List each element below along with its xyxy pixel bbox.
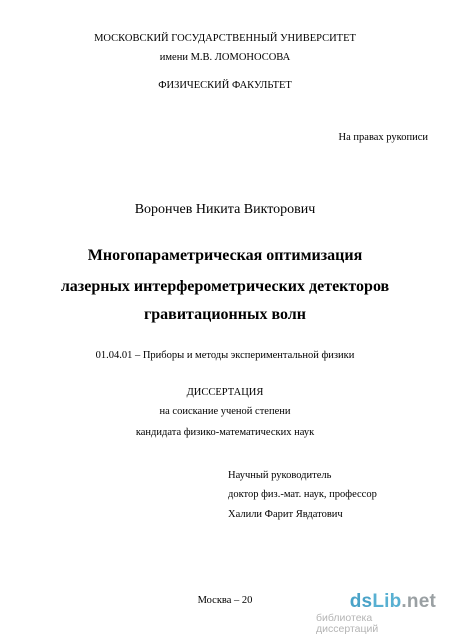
dslib-subtitle: библиотека диссертаций: [316, 612, 379, 635]
dslib-watermark: [316, 591, 436, 635]
title-line-1: Многопараметрическая оптимизация: [87, 247, 363, 264]
degree-name: кандидата физико-математических наук: [135, 427, 315, 438]
author-name: Ворончев Никита Викторович: [134, 202, 316, 217]
dslib-logo-net: .net: [401, 591, 436, 612]
university-named-after: имени М.В. ЛОМОНОСОВА: [159, 52, 291, 63]
faculty-name: ФИЗИЧЕСКИЙ ФАКУЛЬТЕТ: [158, 80, 292, 91]
rights-note: На правах рукописи: [338, 132, 428, 143]
specialty-code: 01.04.01 – Приборы и методы экспериментальной физики: [95, 350, 355, 361]
supervisor-role: Научный руководитель: [228, 470, 332, 481]
supervisor-credentials: доктор физ.-мат. наук, профессор: [228, 489, 377, 500]
supervisor-name: Халили Фарит Явдатович: [228, 509, 343, 520]
title-line-2: лазерных интерферометрических детекторов: [60, 278, 390, 295]
dissertation-label: ДИССЕРТАЦИЯ: [186, 387, 264, 398]
university-name: МОСКОВСКИЙ ГОСУДАРСТВЕННЫЙ УНИВЕРСИТЕТ: [94, 33, 356, 44]
dslib-logo-ds: ds: [349, 591, 373, 612]
place-year: Москва – 20: [197, 595, 253, 606]
dslib-logo: [350, 592, 436, 611]
degree-purpose: на соискание ученой степени: [159, 406, 291, 417]
title-line-3: гравитационных волн: [144, 306, 306, 323]
dslib-logo-lib: Lib: [372, 591, 402, 612]
